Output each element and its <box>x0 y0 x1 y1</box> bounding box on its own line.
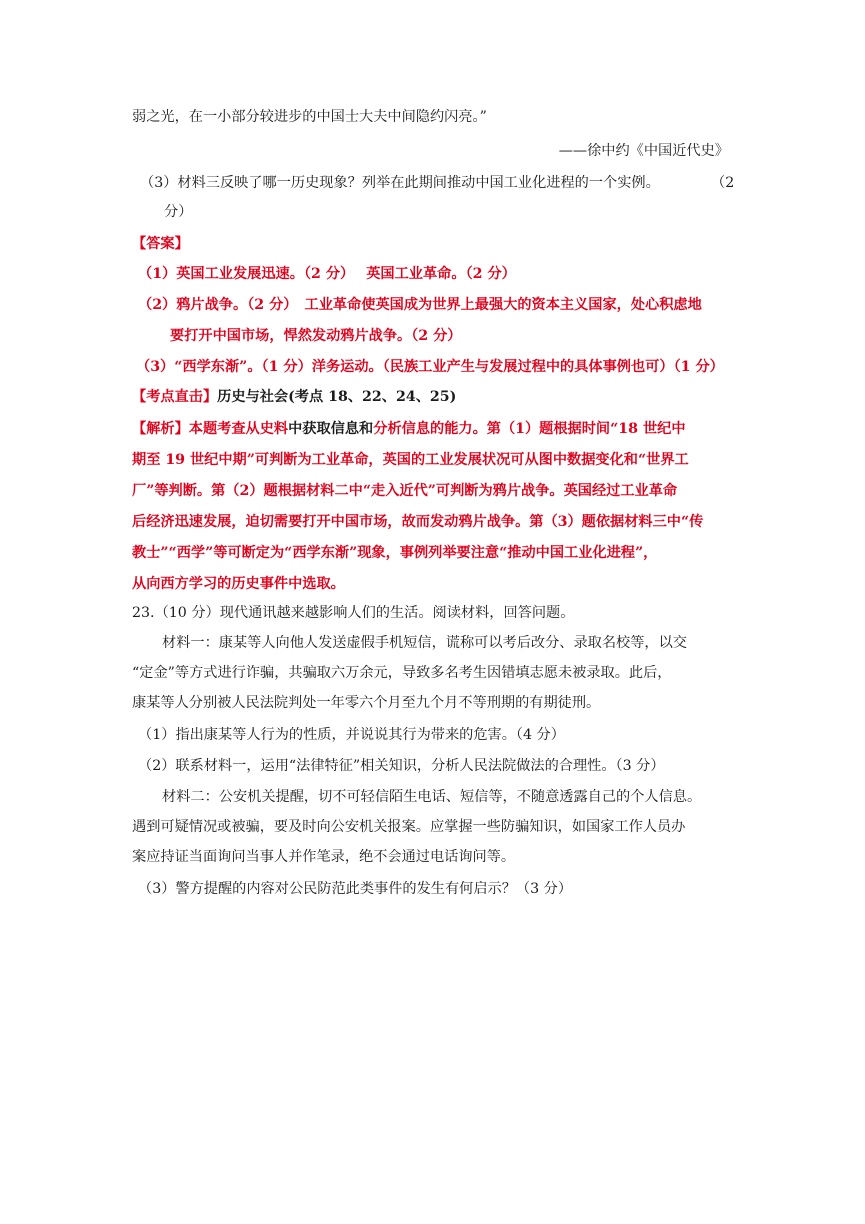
analysis-text-b: 中 <box>288 421 303 437</box>
kaodian-label: 【考点直击】 <box>132 389 218 405</box>
answer-2: （2）鸦片战争。（2 分） 工业革命使英国成为世界上最强大的资本主义国家，处心积虑地 <box>138 297 702 313</box>
material-one-line-1: 材料一：康某等人向他人发送虚假手机短信，谎称可以考后改分、录取名校等，以交 <box>162 635 687 651</box>
kaodian-text: 历史与社会(考点 18、22、24、25) <box>217 389 457 405</box>
analysis-text-d: 分析信息的能力。第（1）题根据时间“18 世纪中 <box>373 421 686 437</box>
answer-heading: 【答案】 <box>132 236 189 252</box>
question-3-score: （2 <box>711 175 735 191</box>
analysis-line-4: 后经济迅速发展，迫切需要打开中国市场，故而发动鸦片战争。第（3）题依据材料三中“传 <box>132 514 704 530</box>
sub-question-2: （2）联系材料一，运用“法律特征”相关知识，分析人民法院做法的合理性。（3 分） <box>138 758 665 774</box>
material-one-line-3: 康某等人分别被人民法院判处一年零六个月至九个月不等刑期的有期徒刑。 <box>132 695 601 711</box>
material-two-line-3: 案应持证当面询问当事人并作笔录，绝不会通过电话询问等。 <box>132 849 516 865</box>
question-23-title: 23.（10 分）现代通讯越来越影响人们的生活。阅读材料，回答问题。 <box>132 605 575 621</box>
sub-question-1: （1）指出康某等人行为的性质，并说说其行为带来的危害。（4 分） <box>138 727 565 743</box>
material-one-line-2: “定金”等方式进行诈骗，共骗取六万余元，导致多名考生因错填志愿未被录取。此后， <box>132 665 672 681</box>
material-two-line-1: 材料二：公安机关提醒，切不可轻信陌生电话、短信等，不随意透露自己的个人信息。 <box>162 789 702 805</box>
answer-1: （1）英国工业发展迅速。（2 分） 英国工业革命。（2 分） <box>138 266 516 282</box>
material-two-line-2: 遇到可疑情况或被骗，要及时向公安机关报案。应掌握一些防骗知识，如国家工作人员办 <box>132 819 686 835</box>
answer-2-cont: 要打开中国市场，悍然发动鸦片战争。（2 分） <box>170 328 462 344</box>
analysis-text-a: 本题考查从史料 <box>188 421 289 437</box>
sub-question-3: （3）警方提醒的内容对公民防范此类事件的发生有何启示？（3 分） <box>138 881 573 897</box>
material-three-tail: 弱之光，在一小部分较进步的中国士大夫中间隐约闪亮。” <box>132 109 487 125</box>
analysis-label: 【解析】 <box>132 421 189 437</box>
question-3-score-cont: 分） <box>164 204 193 220</box>
analysis-line-6: 从向西方学习的历史事件中选取。 <box>132 576 345 592</box>
analysis-line-2: 期至 19 世纪中期”可判断为工业革命，英国的工业发展状况可从图中数据变化和“世界工 <box>132 452 689 468</box>
analysis-line-5: 教士”“西学”等可断定为“西学东渐”现象，事例列举要注意“推动中国工业化进程”， <box>132 545 658 561</box>
material-three-source: ——徐中约《中国近代史》 <box>558 143 729 159</box>
kaodian-line <box>132 386 456 408</box>
question-3-text: （3）材料三反映了哪一历史现象？列举在此期间推动中国工业化进程的一个实例。 <box>140 175 660 191</box>
analysis-line-3: 厂”等判断。第（2）题根据材料二中“走入近代”可判断为鸦片战争。英国经过工业革命 <box>132 483 678 499</box>
answer-3: （3）“西学东渐”。（1 分）洋务运动。（民族工业产生与发展过程中的具体事例也可）（1 分） <box>136 359 724 375</box>
analysis-text-c: 获取信息和 <box>302 421 374 437</box>
analysis-line-1 <box>132 418 686 440</box>
